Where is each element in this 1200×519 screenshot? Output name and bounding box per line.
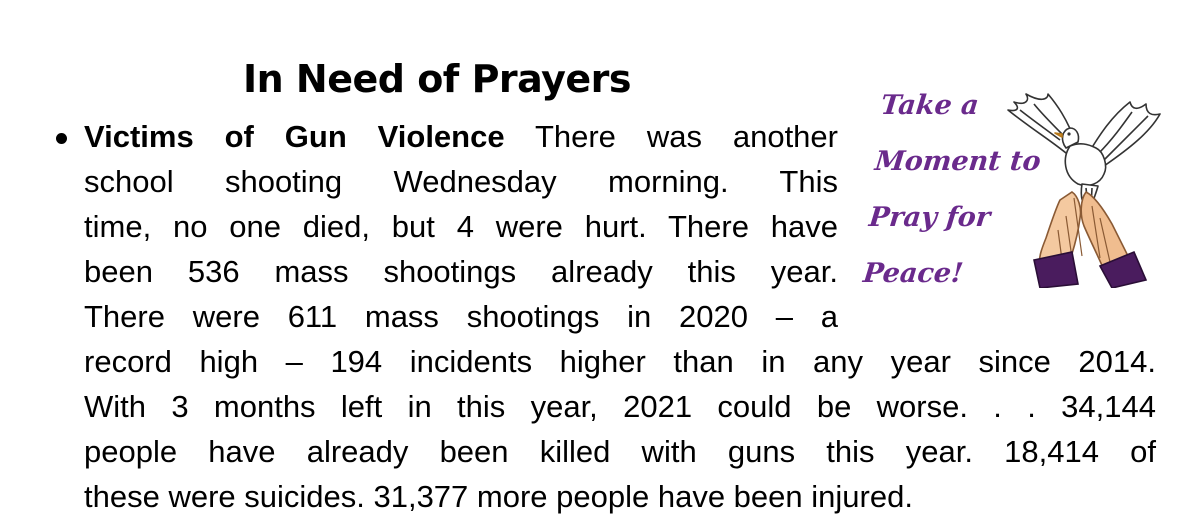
item-topic: Victims of Gun Violence xyxy=(84,119,505,154)
bullet-icon xyxy=(56,133,67,144)
praying-hands-icon xyxy=(1034,192,1146,288)
paragraph-line: people have already been killed with guns this year. 18,414 of xyxy=(84,434,1156,469)
paragraph-line: There were 611 mass shootings in 2020 – a xyxy=(84,299,838,334)
paragraph-line: these were suicides. 31,377 more people have been injured. xyxy=(84,479,913,514)
paragraph-line: record high – 194 incidents higher than in any year since 2014. xyxy=(84,344,1156,379)
caption-line: Moment to xyxy=(873,146,1043,177)
dove-and-hands-illustration xyxy=(1000,88,1168,288)
paragraph-line: With 3 months left in this year, 2021 could be worse. . . 34,144 xyxy=(84,389,1156,424)
paragraph-line: school shooting Wednesday morning. This xyxy=(84,164,838,199)
item-paragraph-wrapped xyxy=(84,114,838,339)
caption-line: Take a xyxy=(879,90,981,121)
caption-line: Peace! xyxy=(861,258,965,289)
paragraph-line: been 536 mass shootings already this year. xyxy=(84,254,838,289)
page-title: In Need of Prayers xyxy=(243,57,632,101)
paragraph-line: time, no one died, but 4 were hurt. There have xyxy=(84,209,838,244)
caption-line: Pray for xyxy=(867,202,992,233)
item-paragraph-full xyxy=(84,339,1156,519)
paragraph-line xyxy=(84,114,838,159)
paragraph-text: There was another xyxy=(534,119,838,154)
